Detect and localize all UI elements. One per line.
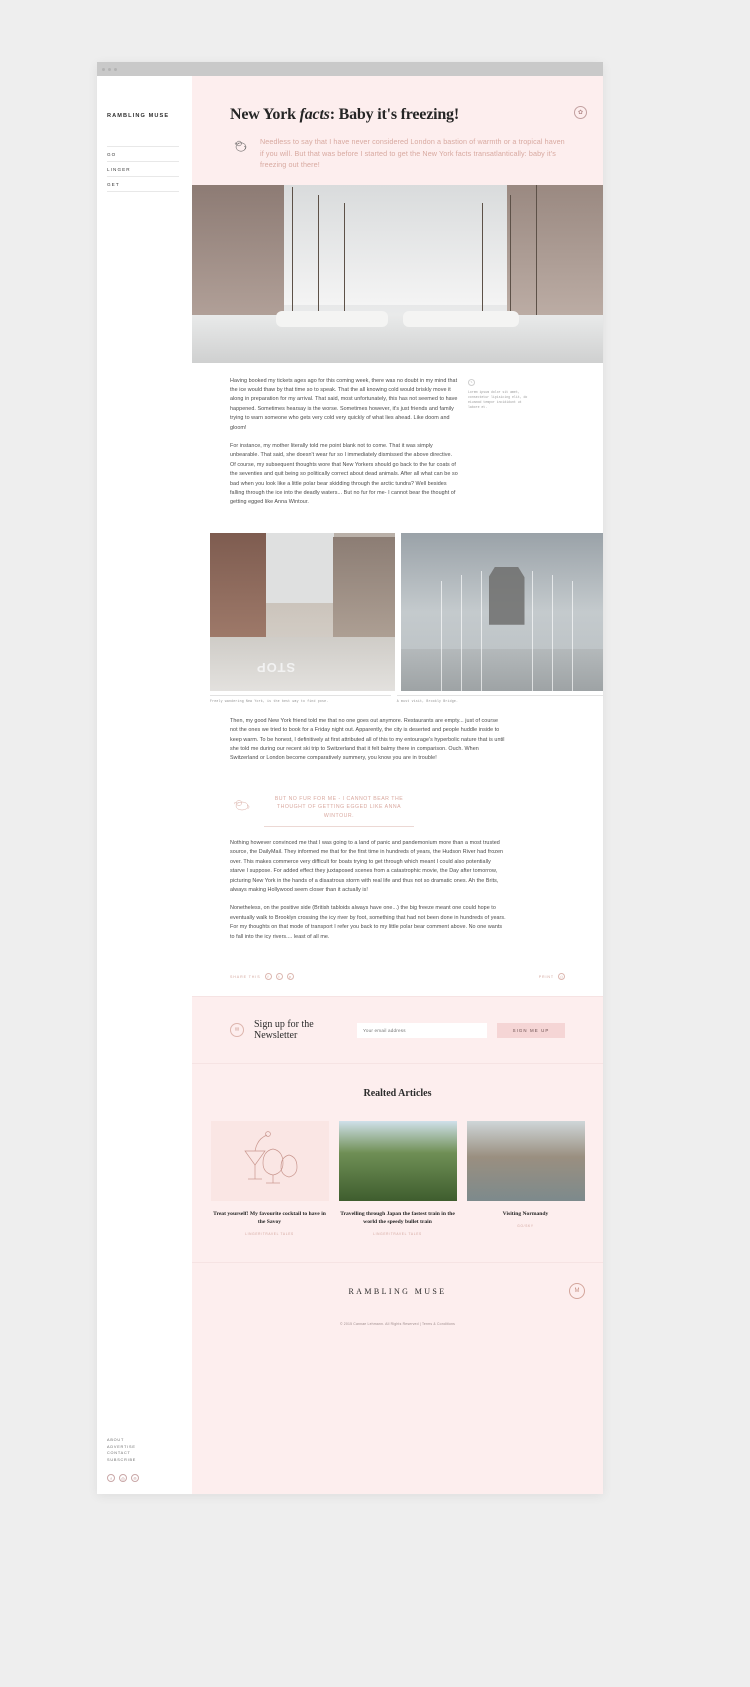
related-card[interactable] xyxy=(339,1121,457,1236)
image-caption: A must visit, Brookly Bridge. xyxy=(397,695,603,703)
newsletter-title: Sign up for the Newsletter xyxy=(254,1019,314,1042)
related-card-tag: GO/SKY xyxy=(517,1224,534,1229)
footer-link-subscribe[interactable]: SUBSCRIBE xyxy=(107,1457,137,1462)
pull-quote-block xyxy=(192,789,603,839)
hero-tree xyxy=(536,185,537,315)
sidebar-item-get[interactable]: GET xyxy=(107,177,179,192)
email-field[interactable] xyxy=(357,1023,487,1038)
title-part-1: New York xyxy=(230,106,300,123)
copyright-text: © 2015 Cannae Lehmann. All Rights Reserved | Terms & Conditions xyxy=(339,1322,456,1327)
sidebar-item-linger[interactable]: LINGER xyxy=(107,162,179,177)
facebook-icon[interactable]: f xyxy=(107,1474,115,1482)
bridge-arch xyxy=(489,567,525,625)
title-italic: facts xyxy=(299,106,330,123)
flower-badge-icon: ✿ xyxy=(574,106,587,119)
browser-titlebar xyxy=(97,62,603,76)
print-icon[interactable]: ⎙ xyxy=(558,973,565,980)
footer-link-advertise[interactable]: ADVERTISE xyxy=(107,1444,136,1449)
bird-illustration-icon xyxy=(230,795,256,813)
share-bar xyxy=(192,967,603,996)
paragraph: Then, my good New York friend told me that no one goes out anymore. Restaurants are empty... just of course not the ones we tried to book for a Friday night out. Apparently, the city is deserted and people huddle inside to keep warm. To be honest, I definitively at first attributed all of this to my entourage's hyperbolic nature that is until she told me during our recent ski trip to Switzerland that it felt balmy there in comparison. Ouch. When Switzerland or London become comparatively summery, you know you are in trouble! xyxy=(230,717,505,762)
related-card[interactable] xyxy=(211,1121,329,1236)
hero-tree xyxy=(510,195,511,315)
article-body-part-3 xyxy=(192,839,603,967)
window-minimize-dot[interactable] xyxy=(108,68,111,71)
pull-quote-text: BUT NO FUR FOR ME - I CANNOT BEAR THE THOUGHT OF GETTING EGGED LIKE ANNA WINTOUR. xyxy=(264,795,414,827)
hero-snowbank xyxy=(403,311,519,327)
title-part-2: : Baby it's freezing! xyxy=(329,106,459,123)
related-card-tag: LINGER/TRAVEL TALES xyxy=(245,1232,294,1237)
stop-road-marking: STOP xyxy=(256,659,296,675)
margin-note-text: Lorem ipsum dolor sit amet, consectetur lipisicing elit, do eiusmod tempor incididunt ut labore et. xyxy=(468,389,528,409)
bridge-cable xyxy=(481,571,482,691)
sidebar-item-go[interactable]: GO xyxy=(107,146,179,162)
bridge-cable xyxy=(572,581,573,691)
page-title xyxy=(230,106,565,124)
image-gallery-row xyxy=(192,533,603,691)
hero-road xyxy=(192,315,603,363)
main-content xyxy=(192,76,603,1494)
sidebar xyxy=(97,76,192,1494)
normandy-coast-image xyxy=(467,1121,585,1201)
browser-window xyxy=(97,62,603,1494)
hero-tree xyxy=(292,187,293,315)
bridge-cable xyxy=(441,581,442,691)
related-articles-section xyxy=(192,1063,603,1262)
bridge-cable xyxy=(552,575,553,691)
article-body-part-1 xyxy=(192,363,603,533)
window-maximize-dot[interactable] xyxy=(114,68,117,71)
gallery-item-brooklyn-bridge[interactable] xyxy=(401,533,603,691)
paragraph: For instance, my mother literally told me point blank not to come. That it was simply unbearable. That said, she doesn't wear fur so I immediately dismissed the above directive. Of course, my subsequent thoughts wore that New Yorkers should go back to the fur coats of the seventies and quit being so politically correct about dead animals. After all what can be so bad when you look like a little polar bear skidding through the arctic tundra? Well besides falling through the ice into the deadly waters... But no fur for me- I cannot bear the thought of getting egged like Anna Wintour. xyxy=(230,442,458,506)
article-header xyxy=(192,76,603,124)
body-column xyxy=(230,717,506,773)
related-cards xyxy=(214,1121,581,1236)
related-card-title: Visiting Normandy xyxy=(502,1211,549,1218)
bridge-cable xyxy=(461,575,462,691)
bird-illustration-icon xyxy=(230,136,252,171)
instagram-icon[interactable]: ◎ xyxy=(119,1474,127,1482)
article-body-part-2 xyxy=(192,703,603,789)
print-label: PRINT xyxy=(538,974,554,979)
body-column xyxy=(230,839,506,951)
related-card-title: Travelling through Japan the fastest train in the world the speedy bullet train xyxy=(340,1211,455,1226)
body-column xyxy=(230,377,458,517)
share-group xyxy=(230,973,294,980)
caption-row xyxy=(192,691,603,703)
hero-snowbank xyxy=(276,311,388,327)
newsletter-signup xyxy=(192,996,603,1063)
footer-logo[interactable]: RAMBLING MUSE xyxy=(348,1287,447,1297)
sign-me-up-button[interactable]: SIGN ME UP xyxy=(497,1023,565,1038)
site-logo[interactable]: RAMBLING MUSE xyxy=(107,113,170,119)
pinterest-icon[interactable]: p xyxy=(287,973,294,980)
related-card[interactable] xyxy=(467,1121,585,1236)
related-heading: Realted Articles xyxy=(363,1088,432,1100)
margin-note xyxy=(468,377,530,517)
sidebar-social-row xyxy=(107,1474,139,1482)
related-card-tag: LINGER/TRAVEL TALES xyxy=(373,1232,422,1237)
paragraph: Nothing however convinced me that I was going to a land of panic and pandemonium more than a most trusted source, the DailyMail. They informed me that for the first time in hundreds of years, the Hudson River had frozen over. This makes commerce very difficult for boats trying to get through which meant I could also potentially starve I suppose. For added effect they juxtaposed scenes from a catastrophic movie, the Day after tomorrow, picturing New York in the hands of a disastrous storm with real life and thus not so dramatic ones. Ah the Brits, always making Hollywood seem closer than it actually is! xyxy=(230,840,504,894)
standfirst-block xyxy=(192,124,603,171)
footer-link-contact[interactable]: CONTACT xyxy=(107,1451,131,1455)
sidebar-footer-links xyxy=(107,1438,136,1464)
photo-street xyxy=(210,637,395,691)
pinterest-icon[interactable]: ℗ xyxy=(131,1474,139,1482)
photo-brooklyn-bridge xyxy=(401,533,603,691)
envelope-icon: ✉ xyxy=(230,1023,244,1037)
article-standfirst: Needless to say that I have never considered London a bastion of warmth or a tropical haven if you will. But that was before I started to get the New York facts transatlantically: baby it's freezing out there! xyxy=(260,137,565,169)
hero-tree xyxy=(318,195,319,315)
window-close-dot[interactable] xyxy=(102,68,105,71)
japan-landscape-image xyxy=(339,1121,457,1201)
paragraph: Nonetheless, on the positive side (British tabloids always have one...) the big freeze meant one could hope to eventually walk to Brooklyn crossing the icy river by foot, something that had not been done in hundreds of years. For my thoughts on that mode of transport I refer you back to my little polar bear comment above. No one wants to fall into the icy rivers.... least of all me. xyxy=(230,905,506,940)
hero-tree xyxy=(482,203,483,315)
browser-viewport xyxy=(97,76,603,1494)
image-caption: Freely wandering New York, is the best way to find pose. xyxy=(210,695,391,703)
related-card-title: Treat yourself! My favourite cocktail to have in the Savoy xyxy=(213,1211,326,1226)
sidebar-nav xyxy=(107,146,179,192)
share-label: SHARE THIS xyxy=(230,974,261,979)
photo-building-left xyxy=(210,533,266,645)
footer-link-about[interactable]: ABOUT xyxy=(107,1438,125,1442)
pencil-icon: ✎ xyxy=(468,379,475,386)
bridge-deck xyxy=(401,649,603,691)
hero-building-left xyxy=(192,185,284,335)
hero-tree xyxy=(344,203,345,315)
print-group[interactable] xyxy=(539,973,565,980)
site-footer xyxy=(192,1262,603,1336)
photo-sky xyxy=(262,533,334,603)
twitter-icon[interactable]: t xyxy=(276,973,283,980)
photo-stop-street xyxy=(210,533,395,691)
hero-image-snowy-street xyxy=(192,185,603,363)
cocktail-illustration-image xyxy=(211,1121,329,1201)
gallery-item-stop-street[interactable] xyxy=(210,533,395,691)
monogram-badge-icon: M xyxy=(569,1283,585,1299)
bridge-cable xyxy=(532,571,533,691)
facebook-icon[interactable]: f xyxy=(265,973,272,980)
paragraph: Having booked my tickets ages ago for this coming week, there was no doubt in my mind that the ice would thaw by that time so to speak. That the all knowing cold would briskly move it along in preparation for my arrival. That said, most unfortunately, this has not seemed to have happened. Sometimes hearsay is the worse. Sometimes however, it's just friends and family trying to warn someone who gets very cold very quickly of what lies ahead. Like doom and gloom! xyxy=(230,377,458,431)
